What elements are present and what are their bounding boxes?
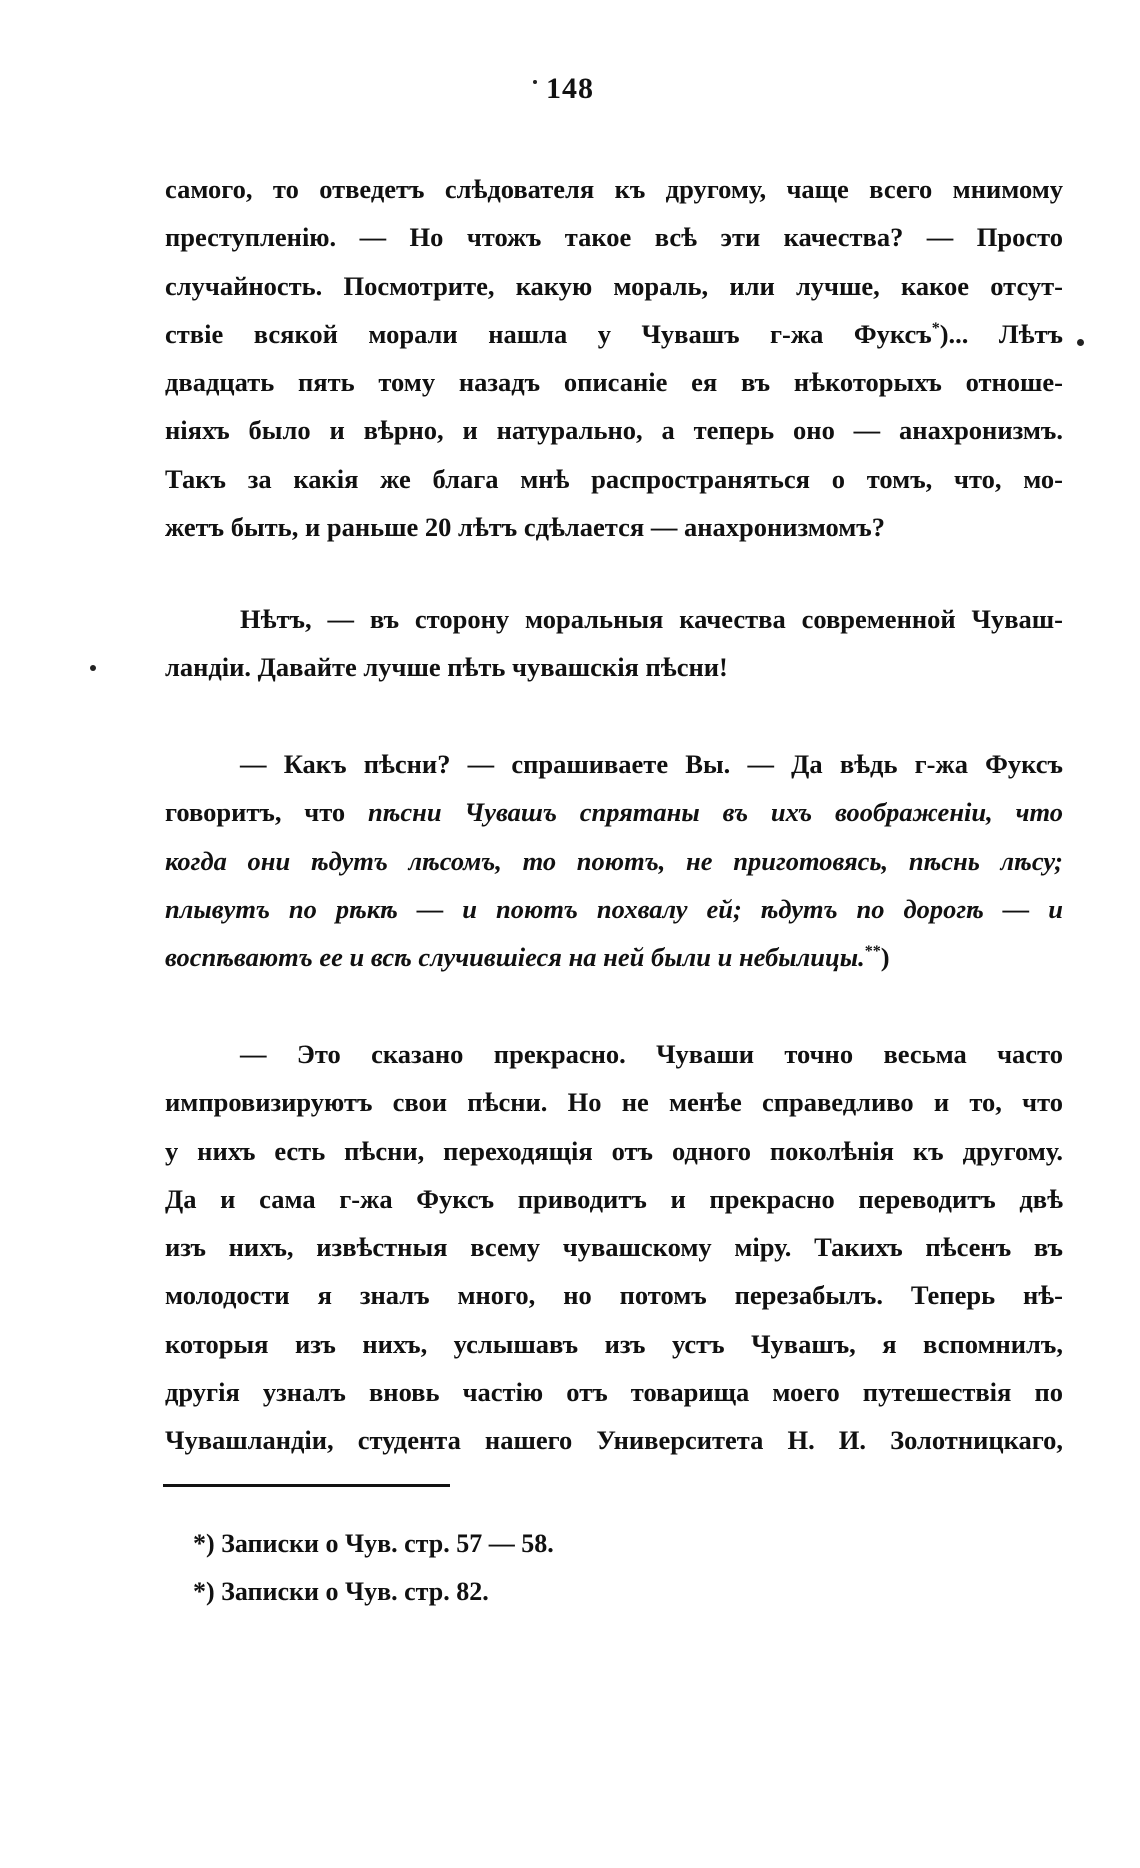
text-segment: ствіе всякой морали нашла у Чувашъ г-жа Фуксъ xyxy=(165,318,932,349)
text-line: — Какъ пѣсни? — спрашиваете Вы. — Да вѣдь г-жа Фуксъ xyxy=(240,749,1063,779)
text-line: случайность. Посмотрите, какую мораль, или лучше, какое отсут- xyxy=(165,270,1063,301)
scan-speck xyxy=(533,80,537,84)
footnotes xyxy=(193,1520,554,1616)
text-line xyxy=(165,310,1063,358)
text-line: Чувашландіи, студента нашего Университета Н. И. Золотницкаго, xyxy=(165,1425,1063,1456)
text-segment: ) xyxy=(880,942,890,973)
scan-speck xyxy=(1077,339,1084,346)
text-line: ніяхъ было и вѣрно, и натурально, а теперь оно — анахронизмъ. xyxy=(165,415,1063,446)
quote-line: плывутъ по рѣкѣ — и поютъ похвалу ей; ѣдутъ по дорогѣ — и xyxy=(165,893,1063,924)
scan-speck xyxy=(90,665,96,671)
text-line: импровизируютъ свои пѣсни. Но не менѣе справедливо и то, что xyxy=(165,1087,1063,1118)
text-line: — Это сказано прекрасно. Чуваши точно весьма часто xyxy=(240,1039,1063,1069)
text-line: у нихъ есть пѣсни, переходящія отъ одного поколѣнія къ другому. xyxy=(165,1135,1063,1166)
footnote-marker: ** xyxy=(864,943,881,961)
quote-line: когда они ѣдутъ лѣсомъ, то поютъ, не приготовясь, пѣснь лѣсу; xyxy=(165,845,1063,876)
paragraph-4 xyxy=(165,1030,1063,1465)
text-line: Такъ за какія же блага мнѣ распространяться о томъ, что, мо- xyxy=(165,463,1063,494)
paragraph-3 xyxy=(165,740,1063,981)
text-line: Нѣтъ, — въ сторону моральныя качества современной Чуваш- xyxy=(240,604,1063,634)
quote-segment: воспѣваютъ ее и всѣ случившіеся на ней были и небылицы. xyxy=(165,942,865,973)
footnote-separator xyxy=(163,1484,450,1487)
footnote-marker: * xyxy=(931,320,940,338)
footnote-2: *) Записки о Чув. стр. 82. xyxy=(193,1577,489,1606)
text-line: которыя изъ нихъ, услышавъ изъ устъ Чувашъ, я вспомнилъ, xyxy=(165,1328,1063,1359)
text-line: жетъ быть, и раньше 20 лѣтъ сдѣлается — анахронизмомъ? xyxy=(165,512,886,543)
text-line: Да и сама г-жа Фуксъ приводитъ и прекрасно переводитъ двѣ xyxy=(165,1183,1063,1214)
text-line: ландіи. Давайте лучше пѣть чувашскія пѣсни! xyxy=(165,652,728,683)
text-line: изъ нихъ, извѣстныя всему чувашскому міру. Такихъ пѣсенъ въ xyxy=(165,1232,1063,1263)
text-segment: )... Лѣтъ xyxy=(939,318,1064,349)
paragraph-1 xyxy=(165,165,1063,551)
text-line: самого, то отведетъ слѣдователя къ другому, чаще всего мнимому xyxy=(165,174,1063,204)
text-line xyxy=(165,788,1063,836)
quote-segment: пѣсни Чувашъ спрятаны въ ихъ воображеніи, что xyxy=(367,797,1063,828)
text-line: молодости я зналъ много, но потомъ перезабылъ. Теперь нѣ- xyxy=(165,1280,1063,1311)
text-line: преступленію. — Но чтожъ такое всѣ эти качества? — Просто xyxy=(165,222,1063,253)
footnote-1: *) Записки о Чув. стр. 57 — 58. xyxy=(193,1529,554,1558)
text-line: другія узналъ вновь частію отъ товарища моего путешествія по xyxy=(165,1377,1063,1408)
text-line xyxy=(165,933,1063,981)
text-line: двадцать пять тому назадъ описаніе ея въ нѣкоторыхъ отноше- xyxy=(165,367,1063,398)
page-number: 148 xyxy=(546,72,594,105)
text-segment: говоритъ, что xyxy=(165,797,368,828)
paragraph-2 xyxy=(165,595,1063,692)
